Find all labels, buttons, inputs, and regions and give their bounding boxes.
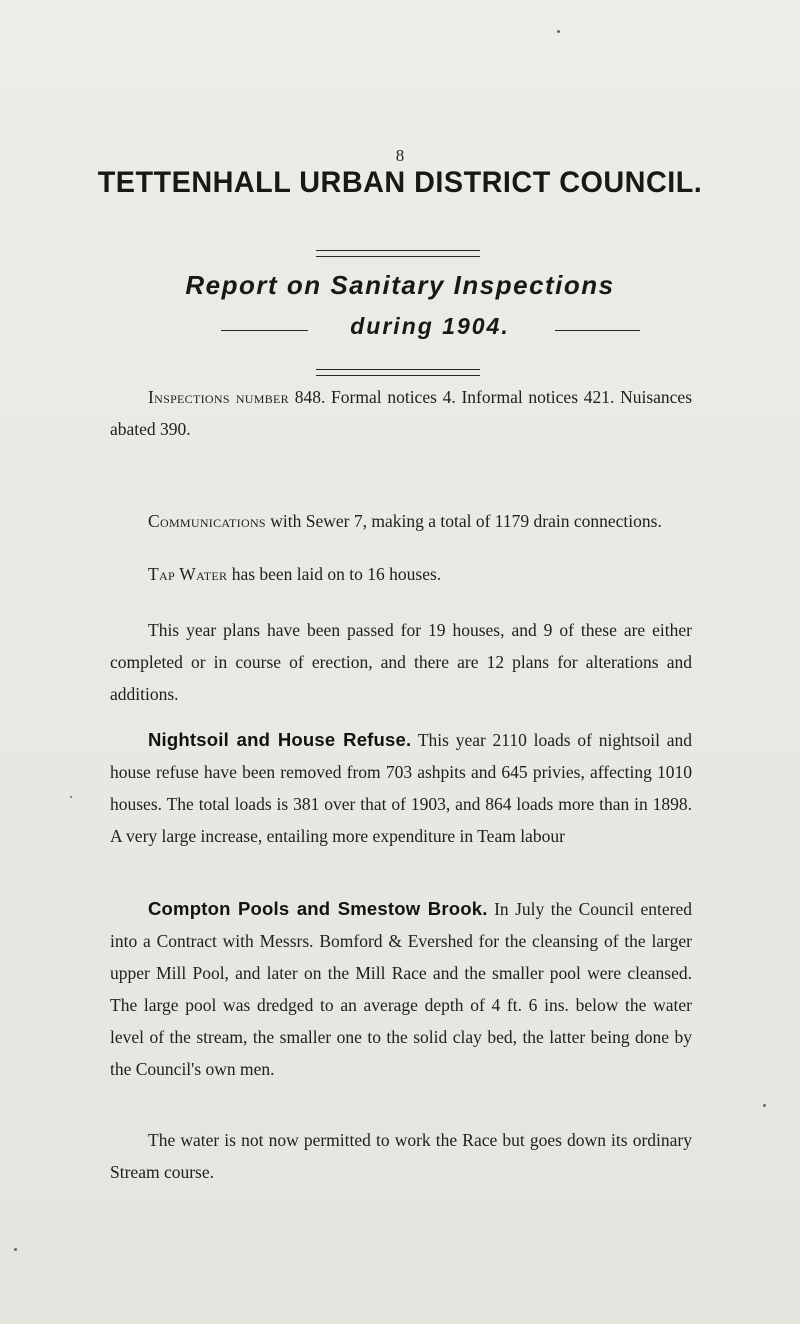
- report-subtitle-row: [0, 313, 800, 347]
- compton-text: In July the Council entered into a Contract with Messrs. Bomford & Evershed for the cleansing of the larger upper Mill Pool, and later on the Mill Race and the smaller pool were cleansed. The large pool was dredged to an average depth of 4 ft. 6 ins. below the water level of the stream, the smaller one to the solid clay bed, the latter being done by the Council's own men.: [110, 899, 692, 1079]
- subtitle-rule-left: [221, 330, 308, 331]
- tap-water-text: has been laid on to 16 houses.: [227, 564, 442, 584]
- report-subtitle: during 1904.: [350, 313, 510, 339]
- inspections-lead: Inspections number: [148, 387, 289, 407]
- inspections-text: 848. Formal notices 4. Informal notices 421. Nuisances abated 390.: [110, 387, 693, 439]
- water-text: The water is not now permitted to work the Race but goes down its ordinary Stream course.: [110, 1130, 692, 1182]
- paper-speck: [763, 1104, 766, 1107]
- paragraph-compton: [110, 893, 692, 1085]
- council-title: TETTENHALL URBAN DISTRICT COUNCIL.: [97, 166, 703, 199]
- double-rule-bottom: [316, 369, 480, 376]
- paper-speck: [70, 796, 72, 798]
- report-title: Report on Sanitary Inspections: [185, 270, 615, 300]
- nightsoil-heading: Nightsoil and House Refuse.: [148, 729, 412, 750]
- paragraph-inspections: [110, 381, 692, 445]
- nightsoil-text: This year 2110 loads of nightsoil and house refuse have been removed from 703 ashpits and 645 privies, affecting 1010 houses. The total loads is 381 over that of 1903, and 864 loads more than in 1898. A very large increase, entailing more expenditure in Team labour: [110, 730, 692, 846]
- tap-water-lead: Tap Water: [148, 564, 228, 584]
- compton-heading: Compton Pools and Smestow Brook.: [148, 898, 488, 919]
- double-rule-top: [316, 250, 480, 257]
- plans-text: This year plans have been passed for 19 houses, and 9 of these are either completed or in course of erection, and there are 12 plans for alterations and additions.: [110, 620, 692, 704]
- paragraph-plans: [110, 614, 692, 710]
- paragraph-communications: [110, 505, 692, 537]
- paragraph-water: [110, 1124, 692, 1188]
- communications-lead: Communications: [148, 511, 266, 531]
- paper-speck: [14, 1248, 17, 1251]
- subtitle-rule-right: [555, 330, 640, 331]
- paragraph-nightsoil: [110, 724, 692, 852]
- paragraph-tap-water: [110, 558, 692, 590]
- communications-text: with Sewer 7, making a total of 1179 drain connections.: [265, 511, 662, 531]
- page-number: 8: [395, 146, 405, 165]
- paper-speck: [557, 30, 560, 33]
